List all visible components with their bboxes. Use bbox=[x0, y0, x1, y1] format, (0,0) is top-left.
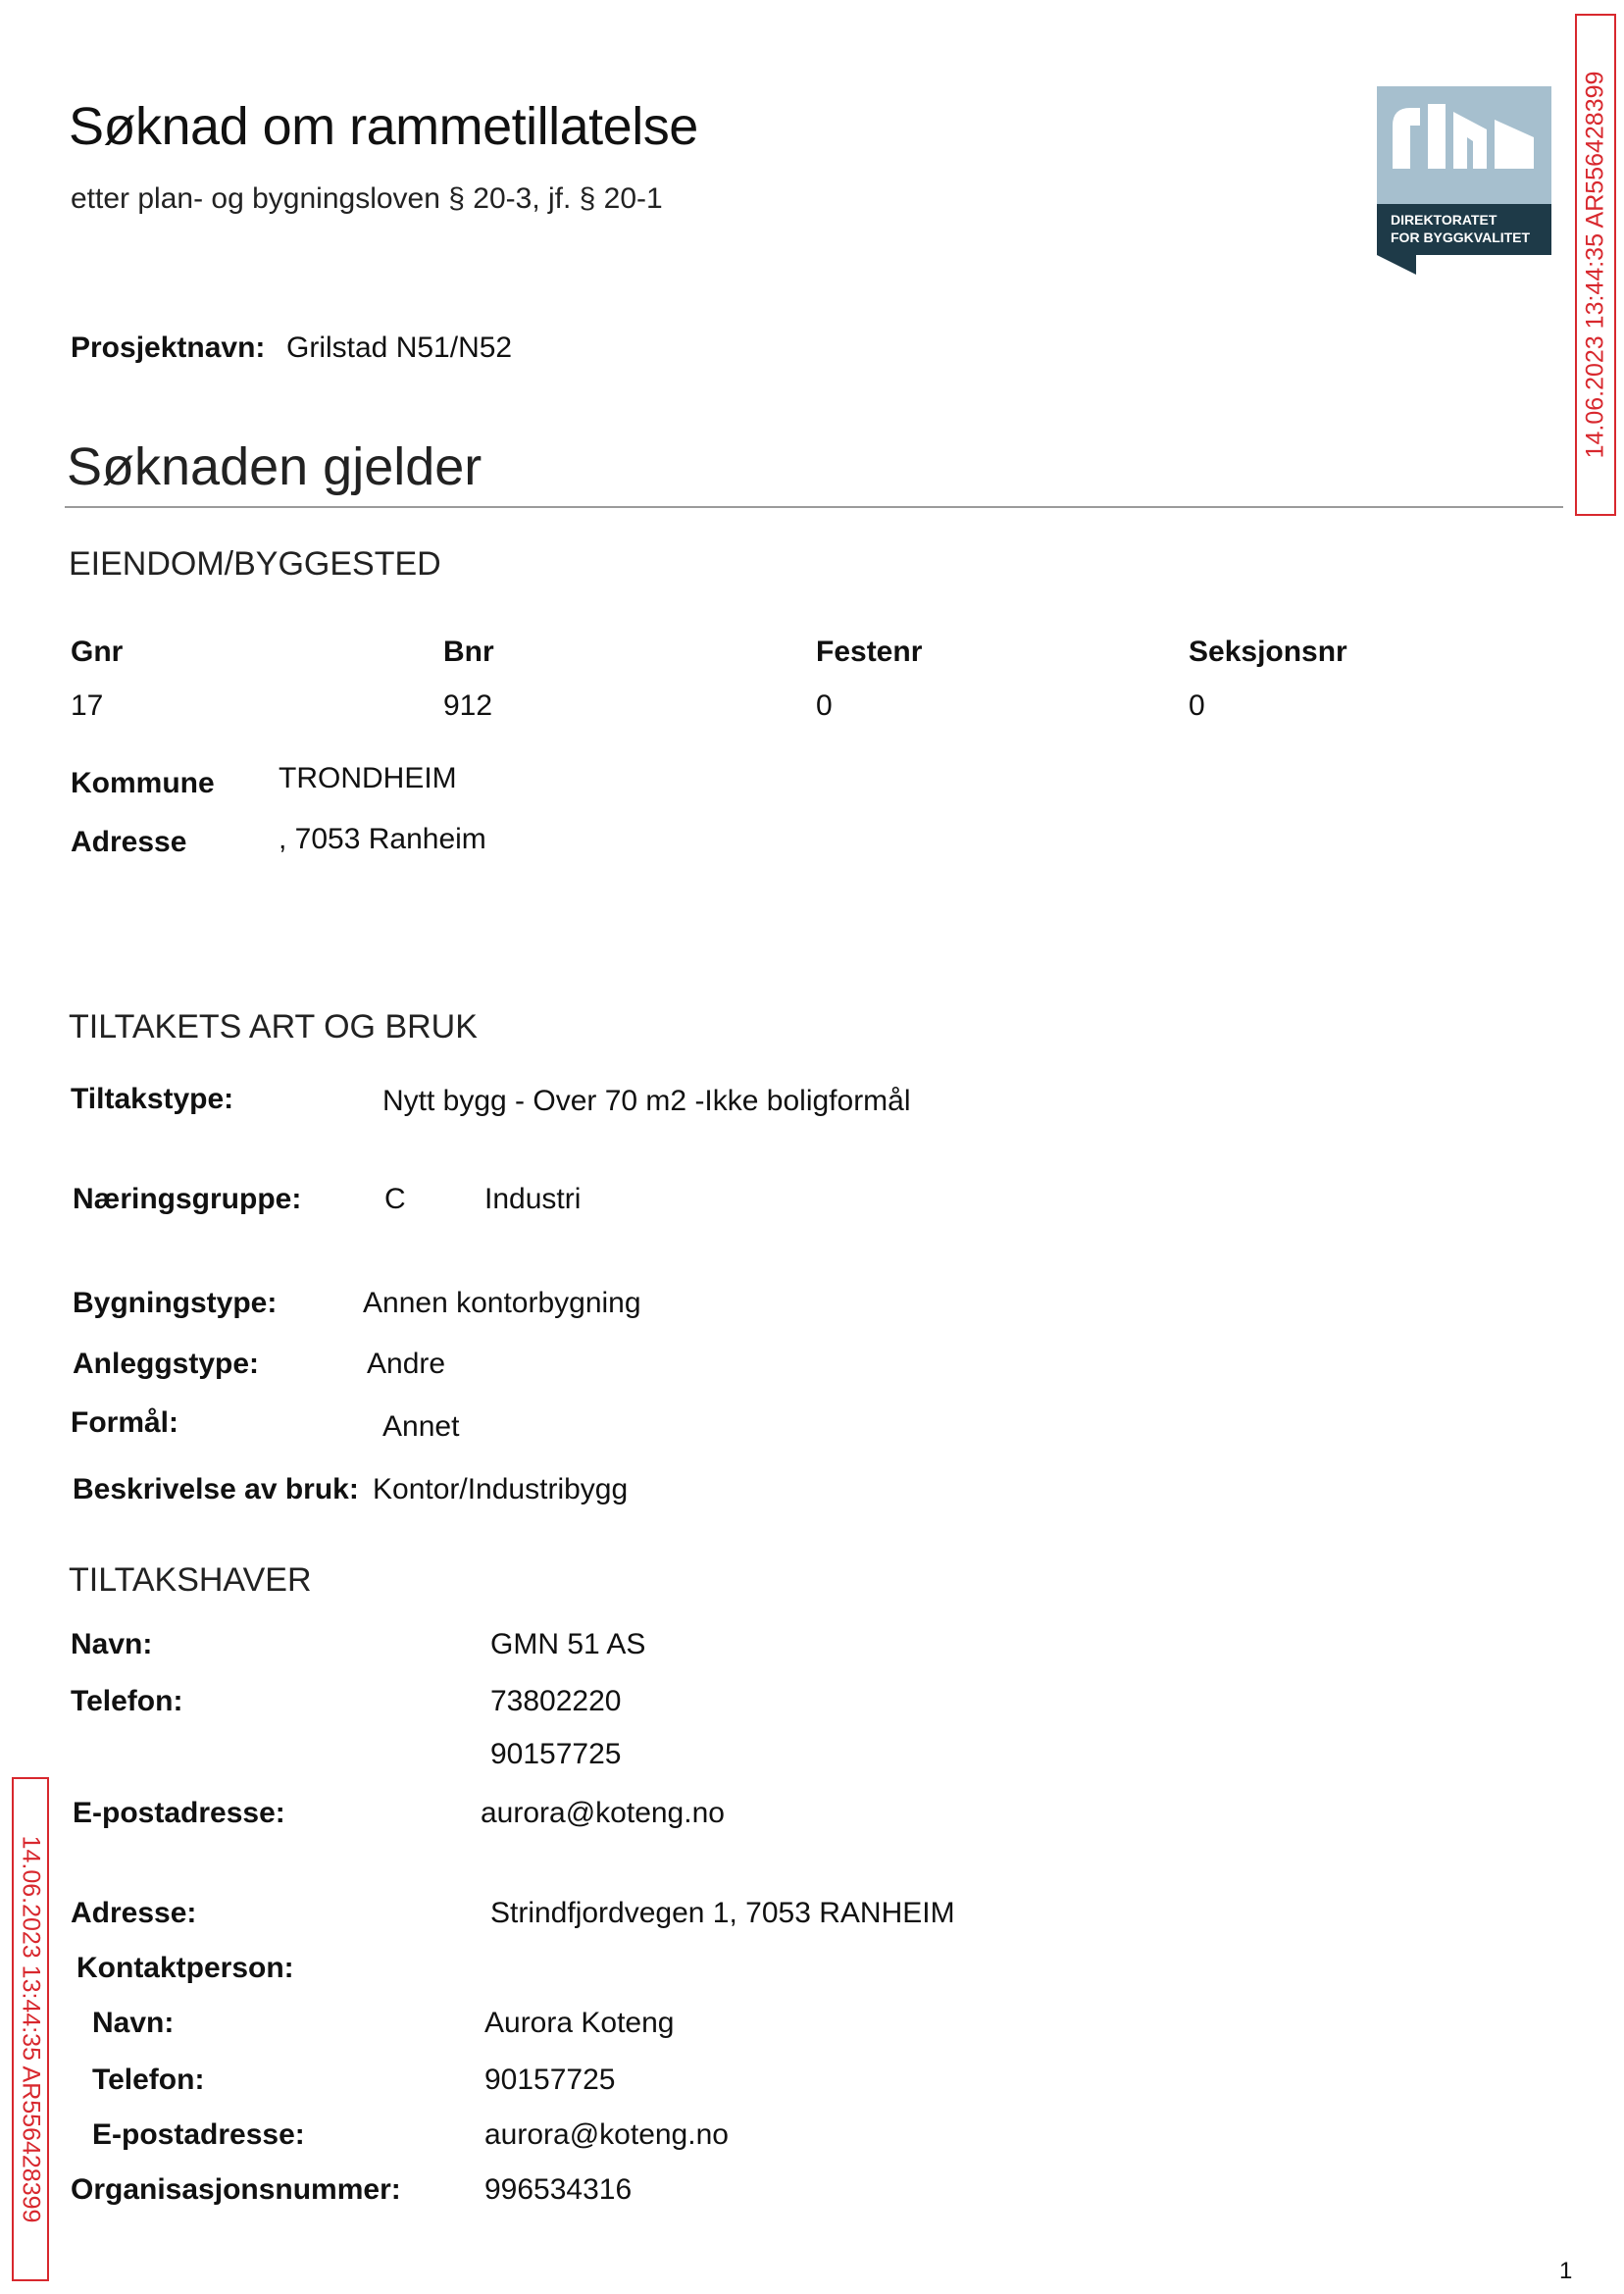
festenr-label: Festenr bbox=[816, 636, 923, 668]
tiltakshaver-epost-label: E-postadresse: bbox=[73, 1797, 285, 1829]
formal-label: Formål: bbox=[71, 1406, 179, 1439]
naeringsgruppe-code: C bbox=[384, 1183, 406, 1215]
orgnr-value: 996534316 bbox=[484, 2173, 633, 2206]
anleggstype-label: Anleggstype: bbox=[73, 1348, 260, 1380]
tiltakshaver-navn-value: GMN 51 AS bbox=[490, 1628, 646, 1660]
adresse-label: Adresse bbox=[71, 826, 187, 858]
adresse-value: , 7053 Ranheim bbox=[279, 823, 486, 855]
logo-line1: DIREKTORATET bbox=[1391, 212, 1497, 228]
section-divider bbox=[65, 506, 1563, 508]
gnr-label: Gnr bbox=[71, 636, 124, 668]
eiendom-heading: EIENDOM/BYGGESTED bbox=[69, 545, 441, 583]
page-title: Søknad om rammetillatelse bbox=[69, 97, 698, 156]
archive-stamp-left bbox=[12, 1777, 49, 2281]
kontakt-navn-value: Aurora Koteng bbox=[484, 2007, 675, 2039]
archive-stamp-right bbox=[1575, 14, 1616, 516]
page-subtitle: etter plan- og bygningsloven § 20-3, jf. § 20-1 bbox=[71, 182, 663, 215]
tiltakshaver-navn-label: Navn: bbox=[71, 1628, 153, 1660]
kontakt-telefon-label: Telefon: bbox=[92, 2064, 205, 2096]
project-label: Prosjektnavn: bbox=[71, 331, 266, 364]
orgnr-label: Organisasjonsnummer: bbox=[71, 2173, 401, 2206]
kontakt-telefon-value: 90157725 bbox=[484, 2064, 616, 2096]
beskrivelse-label: Beskrivelse av bruk: bbox=[73, 1473, 359, 1505]
tiltakshaver-heading: TILTAKSHAVER bbox=[69, 1561, 312, 1599]
tiltakshaver-epost-value: aurora@koteng.no bbox=[481, 1797, 725, 1829]
naeringsgruppe-label: Næringsgruppe: bbox=[73, 1183, 302, 1215]
tiltakstype-label: Tiltakstype: bbox=[71, 1083, 234, 1115]
tiltakshaver-adresse-value: Strindfjordvegen 1, 7053 RANHEIM bbox=[490, 1897, 955, 1929]
tiltak-heading: TILTAKETS ART OG BRUK bbox=[69, 1008, 478, 1045]
kontaktperson-label: Kontaktperson: bbox=[76, 1952, 294, 1984]
anleggstype-value: Andre bbox=[367, 1348, 446, 1380]
bygningstype-label: Bygningstype: bbox=[73, 1287, 278, 1319]
tiltakshaver-telefon1: 73802220 bbox=[490, 1685, 622, 1717]
naeringsgruppe-value: Industri bbox=[484, 1183, 582, 1215]
tiltakshaver-adresse-label: Adresse: bbox=[71, 1897, 197, 1929]
dibk-logo bbox=[1377, 86, 1551, 275]
bnr-label: Bnr bbox=[443, 636, 494, 668]
section-title: Søknaden gjelder bbox=[67, 437, 482, 496]
seksjonsnr-value: 0 bbox=[1189, 689, 1205, 722]
page-number: 1 bbox=[1559, 2258, 1573, 2284]
gnr-value: 17 bbox=[71, 689, 104, 722]
seksjonsnr-label: Seksjonsnr bbox=[1189, 636, 1347, 668]
tiltakstype-value: Nytt bygg - Over 70 m2 -Ikke boligformål bbox=[382, 1085, 911, 1117]
logo-line2: FOR BYGGKVALITET bbox=[1391, 229, 1531, 245]
formal-value: Annet bbox=[382, 1410, 460, 1443]
stamp-text-right: 14.06.2023 13:44:35 AR556428399 bbox=[1581, 71, 1609, 459]
bygningstype-value: Annen kontorbygning bbox=[363, 1287, 641, 1319]
stamp-text-left: 14.06.2023 13:44:35 AR556428399 bbox=[17, 1835, 45, 2223]
kontakt-epost-label: E-postadresse: bbox=[92, 2118, 305, 2151]
kommune-value: TRONDHEIM bbox=[279, 762, 457, 794]
beskrivelse-value: Kontor/Industribygg bbox=[373, 1473, 629, 1505]
dibk-logo-icon bbox=[1377, 86, 1551, 275]
tiltakshaver-telefon-label: Telefon: bbox=[71, 1685, 183, 1717]
kommune-label: Kommune bbox=[71, 767, 215, 799]
festenr-value: 0 bbox=[816, 689, 833, 722]
tiltakshaver-telefon2: 90157725 bbox=[490, 1738, 622, 1770]
bnr-value: 912 bbox=[443, 689, 493, 722]
kontakt-epost-value: aurora@koteng.no bbox=[484, 2118, 729, 2151]
kontakt-navn-label: Navn: bbox=[92, 2007, 175, 2039]
project-value: Grilstad N51/N52 bbox=[286, 331, 513, 364]
